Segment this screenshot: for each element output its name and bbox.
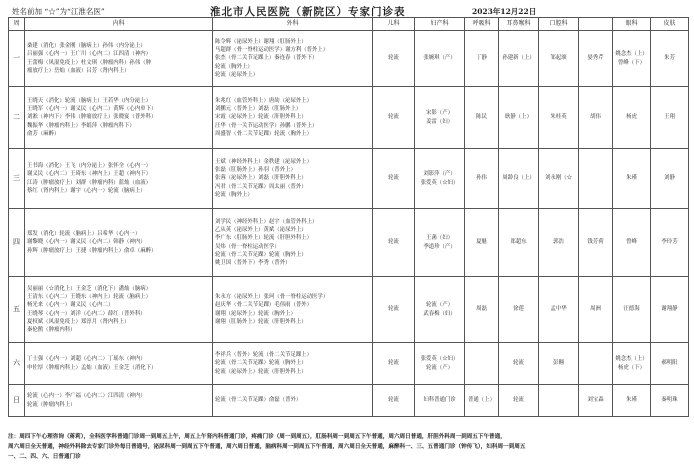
doctor-entry: 季道珍（产） bbox=[423, 243, 456, 250]
doctor-entry: 轮流 bbox=[388, 175, 399, 182]
doctor-entry: 曾峰（下） bbox=[618, 59, 645, 66]
doctor-entry: 轮流（胸外上） bbox=[215, 63, 253, 70]
doctor-entry: 轮流 bbox=[388, 239, 399, 246]
table-row bbox=[9, 87, 689, 149]
doctor-entry: 孙辉（肿瘤放疗上）王捷（肿瘤内科上）俞卓（麻醉） bbox=[27, 247, 157, 254]
table-row bbox=[9, 277, 689, 343]
doctor-entry: 刘学民（神经外科上）赵宇（血管外科上） bbox=[215, 219, 318, 226]
doctor-entry: 朱兆红（血管外科上）唐劼（泌尿外上） bbox=[215, 98, 313, 105]
surgery-cell bbox=[213, 277, 373, 343]
doctor-entry: 李祥兵（普外）轮流（骨二关节足踝上） bbox=[215, 352, 313, 359]
dermatology-cell bbox=[651, 343, 689, 385]
footer-line: 周六周日全天普通，神经外科除去专家门诊外每日普通号，泌尿科周一到周五下午普通，周六周日普通，脑病科周一到周五下午普通，周六周日全天普通，麻醉科一、三、五普通门诊（钟传飞），妇科周一到周五 bbox=[8, 444, 526, 450]
surgery-cell bbox=[213, 343, 373, 385]
schedule-date: 2023年12月22日 bbox=[472, 7, 537, 16]
doctor-entry: 孙建新（上） bbox=[502, 55, 535, 62]
table-row bbox=[9, 31, 689, 87]
doctor-entry: 武春梅（妇） bbox=[423, 310, 456, 317]
doctor-entry: 轮流（胸外上） bbox=[215, 191, 253, 198]
doctor-entry: 宋影（产） bbox=[426, 110, 453, 117]
dermatology-header: 皮肤 bbox=[651, 18, 689, 31]
internal-medicine-cell bbox=[25, 277, 213, 343]
doctor-entry: 陈令辉（泌尿外上）谢翔（肛肠外上） bbox=[215, 39, 307, 46]
doctor-entry: 王蕾梅（风湿免疫上）杜文琪（肿瘤内科）孙伟（肿 bbox=[27, 59, 151, 66]
doctor-entry: 桑建（消化）张金刚（脑病上）孙伟（内分泌上） bbox=[27, 43, 146, 50]
doctor-entry: 刘鹏元（普外上）刘磊（肛肠外上） bbox=[215, 106, 302, 113]
pediatrics-cell bbox=[373, 31, 415, 87]
doctor-entry: 耿静（上） bbox=[505, 114, 532, 121]
dental-cell bbox=[539, 87, 579, 149]
ophthalmology-cell-2 bbox=[613, 277, 651, 343]
doctor-entry: 赵庆华（骨二关节足踝）毛伟雨（普外） bbox=[215, 302, 313, 309]
pediatrics-header: 儿科 bbox=[373, 18, 415, 31]
doctor-entry: 丁士强（心内一）刘超（心内二）丁瑶东（神内） bbox=[27, 356, 146, 363]
doctor-entry: 轮流（产） bbox=[426, 364, 453, 371]
doctor-entry: 张磊（肛肠外上）孙羽（普外上） bbox=[215, 167, 296, 174]
doctor-entry: 汪华（骨一关节运动医学）孙鹏（普外上） bbox=[215, 122, 318, 129]
doctor-entry: 吕丽强（心内一）王广川（心内二）江四清（神内） bbox=[27, 51, 151, 58]
ophthalmology-cell-2 bbox=[613, 149, 651, 209]
pediatrics-cell bbox=[373, 149, 415, 209]
doctor-entry: 轮流（泌尿外上）轮流（肝胆外科上） bbox=[215, 368, 307, 375]
doctor-entry: 姚念杰（上） bbox=[615, 356, 648, 363]
day-column-header: 周 bbox=[9, 18, 25, 31]
doctor-entry: 李玲芳 bbox=[661, 239, 678, 246]
obgyn-cell bbox=[415, 343, 465, 385]
doctor-entry: 姚卫国（普外下）李秀（普外） bbox=[215, 259, 291, 266]
dental-cell bbox=[539, 149, 579, 209]
doctor-entry: 晏秀芹 bbox=[587, 55, 604, 62]
doctor-entry: 轮流（骨二关节足踝）俞磊（普外） bbox=[215, 397, 302, 404]
surgery-header: 外科 bbox=[213, 18, 373, 31]
doctor-entry: 郑超东 bbox=[510, 239, 527, 246]
doctor-entry: 王翔 bbox=[664, 114, 675, 121]
dermatology-cell bbox=[651, 277, 689, 343]
day-cell: 三 bbox=[9, 149, 25, 209]
ophthalmology-header-2: 眼科 bbox=[613, 18, 651, 31]
doctor-entry: 轮流 bbox=[388, 306, 399, 313]
respiratory-cell bbox=[465, 31, 499, 87]
internal-medicine-cell bbox=[25, 87, 213, 149]
doctor-entry: 谢翔静 bbox=[661, 306, 678, 313]
page-title: 淮北市人民医院（新院区）专家门诊表 bbox=[210, 6, 406, 18]
dermatology-cell bbox=[651, 31, 689, 87]
doctor-entry: 朱瑾 bbox=[626, 175, 637, 182]
footer-notes bbox=[8, 432, 686, 462]
respiratory-cell bbox=[465, 87, 499, 149]
surgery-cell bbox=[213, 209, 373, 277]
day-cell: 日 bbox=[9, 385, 25, 417]
ent-cell bbox=[499, 209, 539, 277]
doctor-entry: 刘宝森 bbox=[587, 397, 604, 404]
doctor-entry: 杨虎（下） bbox=[618, 364, 645, 371]
pediatrics-cell bbox=[373, 277, 415, 343]
schedule-body bbox=[9, 31, 689, 417]
ent-cell bbox=[499, 87, 539, 149]
surgery-cell bbox=[213, 149, 373, 209]
doctor-entry: 张婉琪（产） bbox=[423, 55, 456, 62]
doctor-entry: 王清东（心内二）王晓东（神内上）轮流（脑病上） bbox=[27, 294, 151, 301]
doctor-entry: 胡伟 bbox=[590, 114, 601, 121]
doctor-entry: 轮流（产） bbox=[426, 302, 453, 309]
doctor-entry: 乙从英（泌尿外上）黄斌（泌尿外上） bbox=[215, 227, 307, 234]
header-note: 姓名前加 “☆”为“江淮名医” bbox=[12, 7, 105, 16]
doctor-entry: 轮流（骨二关节足踝）轮流（胸外上） bbox=[215, 251, 307, 258]
doctor-entry: 王书海（消化）王飞（内分泌上）张怀全（心内一） bbox=[27, 163, 151, 170]
respiratory-cell bbox=[465, 209, 499, 277]
doctor-entry: 俞芳（麻醉） bbox=[27, 130, 60, 137]
doctor-entry: 刘淞（神内下）李伟（肿瘤放疗上）张晓宴（普外科） bbox=[27, 114, 157, 121]
doctor-entry: 李广东（肛肠外上）轮流（肝胆外科上） bbox=[215, 235, 313, 242]
doctor-entry: 朱瑾 bbox=[626, 397, 637, 404]
ent-cell bbox=[499, 31, 539, 87]
doctor-entry: 王菡（妇） bbox=[426, 235, 453, 242]
doctor-entry: 朱芳 bbox=[664, 55, 675, 62]
pediatrics-cell bbox=[373, 87, 415, 149]
table-row bbox=[9, 343, 689, 385]
day-cell: 六 bbox=[9, 343, 25, 385]
internal-medicine-cell bbox=[25, 343, 213, 385]
doctor-entry: 姜雷（妇） bbox=[426, 118, 453, 125]
obgyn-cell bbox=[415, 277, 465, 343]
dermatology-cell bbox=[651, 87, 689, 149]
ophthalmology-cell bbox=[579, 343, 613, 385]
doctor-entry: 轮流 bbox=[388, 55, 399, 62]
doctor-entry: 周磊 bbox=[476, 306, 487, 313]
doctor-entry: 刘影萍（产） bbox=[423, 171, 456, 178]
doctor-entry: 刘永刚（☆ bbox=[545, 175, 572, 182]
pediatrics-cell bbox=[373, 385, 415, 417]
internal-medicine-cell bbox=[25, 209, 213, 277]
doctor-entry: 夏权斌（风湿免疫上）郑淳月（肾内科上） bbox=[27, 318, 130, 325]
ent-cell bbox=[499, 149, 539, 209]
obgyn-cell bbox=[415, 209, 465, 277]
doctor-entry: 轮流（心内一）李广福（心内二）江四清（神内） bbox=[27, 393, 146, 400]
doctor-entry: 孟中华 bbox=[550, 306, 567, 313]
doctor-entry: 周盛智（骨二关节足踝）轮流（胸外上） bbox=[215, 130, 313, 137]
doctor-entry: 钱芳荷 bbox=[587, 239, 604, 246]
respiratory-cell bbox=[465, 277, 499, 343]
internal-medicine-cell bbox=[25, 31, 213, 87]
ophthalmology-cell bbox=[579, 385, 613, 417]
doctor-entry: 妇科普通门诊 bbox=[423, 397, 456, 404]
ophthalmology-cell-2 bbox=[613, 343, 651, 385]
dental-header: 口腔科 bbox=[539, 18, 579, 31]
doctor-entry: 秦明珠 bbox=[661, 397, 678, 404]
surgery-cell bbox=[213, 385, 373, 417]
table-row bbox=[9, 385, 689, 417]
doctor-entry: 朱永方（泌尿外上）张珂（骨一脊柱运动医学） bbox=[215, 294, 329, 301]
day-cell: 四 bbox=[9, 209, 25, 277]
obgyn-header: 妇产科 bbox=[415, 18, 465, 31]
pediatrics-cell bbox=[373, 343, 415, 385]
dental-cell bbox=[539, 277, 579, 343]
doctor-entry: 谢翔（泌尿外上）轮流（胸外上） bbox=[215, 310, 296, 317]
doctor-entry: 轮流（肿瘤内科上） bbox=[27, 401, 76, 408]
doctor-entry: 郭浩 bbox=[553, 239, 564, 246]
obgyn-cell bbox=[415, 385, 465, 417]
surgery-cell bbox=[213, 87, 373, 149]
ophthalmology-cell-2 bbox=[613, 385, 651, 417]
doctor-entry: 张蓉（泌尿外上）刘磊（肝胆外科上） bbox=[215, 175, 307, 182]
doctor-entry: 宋霞（泌尿外上）轮流（肝胆外科上） bbox=[215, 114, 307, 121]
doctor-entry: 谢翔（肛肠外上）轮流（肝胆外科上） bbox=[215, 318, 307, 325]
doctor-entry: 吴炜（骨一脊柱运动医学） bbox=[215, 243, 280, 250]
doctor-entry: 刘静 bbox=[664, 175, 675, 182]
doctor-entry: 张杰（骨二关节足踝上）秦连春（普外下） bbox=[215, 55, 318, 62]
doctor-entry: 徐莲 bbox=[513, 306, 524, 313]
internal-medicine-cell bbox=[25, 149, 213, 209]
doctor-entry: 王晓军（心内一）谢义民（心内二）黄辉（心内单下） bbox=[27, 106, 157, 113]
ent-cell bbox=[499, 277, 539, 343]
doctor-entry: 王斌（神经外科上）金秩建（泌尿外上） bbox=[215, 159, 313, 166]
doctor-entry: 张爱英（☆妇） bbox=[420, 356, 459, 363]
pediatrics-cell bbox=[373, 209, 415, 277]
doctor-entry: 杨光来（心内一）谢义民（心内二） bbox=[27, 302, 114, 309]
doctor-entry: 邹起颂 bbox=[550, 55, 567, 62]
doctor-entry: 陈民 bbox=[476, 114, 487, 121]
ent-cell bbox=[499, 343, 539, 385]
doctor-entry: 王晓天（消化）轮流（脑病上）王若华（内分泌上） bbox=[27, 98, 151, 105]
dermatology-cell bbox=[651, 209, 689, 277]
dental-cell bbox=[539, 31, 579, 87]
doctor-entry: 轮流（泌尿外上） bbox=[215, 71, 259, 78]
dental-cell bbox=[539, 343, 579, 385]
doctor-entry: 郑发（消化）轮流（脑病上）吕希华（心内一） bbox=[27, 231, 141, 238]
day-cell: 二 bbox=[9, 87, 25, 149]
header bbox=[0, 4, 694, 18]
dermatology-cell bbox=[651, 385, 689, 417]
doctor-entry: 吴丽丽（☆消化上）王金芝（消化下）潘灿（脑病） bbox=[27, 286, 151, 293]
ent-cell bbox=[499, 385, 539, 417]
doctor-entry: 杨虎 bbox=[626, 114, 637, 121]
doctor-entry: 丁静 bbox=[476, 55, 487, 62]
dental-cell bbox=[539, 385, 579, 417]
doctor-entry: 谢黎晓（心内一）谢义民（心内二）韩静（神内） bbox=[27, 239, 146, 246]
doctor-entry: 夏魁 bbox=[476, 239, 487, 246]
ophthalmology-cell bbox=[579, 277, 613, 343]
doctor-entry: 轮流（骨二关节足踝）轮流（胸外上） bbox=[215, 360, 307, 367]
doctor-entry: 汪德海 bbox=[623, 306, 640, 313]
obgyn-cell bbox=[415, 31, 465, 87]
dental-cell bbox=[539, 209, 579, 277]
footer-line: 注：周四下午心理咨询（蒋莉），全科医学科普通门诊周一到周五上午，周五上午肾内科普通门诊，疼痛门诊（周一到周五），肛肠科周一到周五下午普通，周六周日普通，肝胆外科周一到周五下午普通， bbox=[8, 434, 506, 440]
day-cell: 一 bbox=[9, 31, 25, 87]
ophthalmology-cell bbox=[579, 31, 613, 87]
doctor-entry: 秦伦鹊（肿瘤内科） bbox=[27, 326, 76, 333]
respiratory-cell bbox=[465, 385, 499, 417]
doctor-entry: 王晓琴（心内一）刘洋（心内二）薛红（普外科） bbox=[27, 310, 146, 317]
doctor-entry: 谢义民（心内二）王琦东（神内上）王超（神内下） bbox=[27, 171, 151, 178]
internal-medicine-cell bbox=[25, 385, 213, 417]
header-row bbox=[9, 18, 689, 31]
doctor-entry: 江涛（肿瘤放疗上）刘群（肿瘤内科）蓝灿（血液） bbox=[27, 179, 151, 186]
doctor-entry: 郝明阳 bbox=[661, 360, 678, 367]
doctor-entry: 轮流 bbox=[513, 397, 524, 404]
doctor-entry: 张爱英（☆妇） bbox=[420, 179, 459, 186]
obgyn-cell bbox=[415, 87, 465, 149]
schedule-table bbox=[8, 17, 689, 417]
doctor-entry: 周龄良（上） bbox=[502, 175, 535, 182]
internal-medicine-header: 内科 bbox=[25, 18, 213, 31]
doctor-entry: 申佐厚（肿瘤内科上）孟灿（血液）王金芝（消化下） bbox=[27, 364, 157, 371]
doctor-entry: 孙伟 bbox=[476, 175, 487, 182]
ophthalmology-cell bbox=[579, 149, 613, 209]
doctor-entry: 蔡红（肾内科上）谢宇（心内一）轮流（脑病上） bbox=[27, 187, 146, 194]
ophthalmology-cell bbox=[579, 87, 613, 149]
ophthalmology-cell-2 bbox=[613, 31, 651, 87]
doctor-entry: 彭翱 bbox=[553, 360, 564, 367]
doctor-entry: 瘤放疗上）岳灿（血液）吕芳（肾内科上） bbox=[27, 67, 130, 74]
doctor-entry: 曾峰 bbox=[626, 239, 637, 246]
respiratory-header: 呼吸科 bbox=[465, 18, 499, 31]
ophthalmology-cell-2 bbox=[613, 87, 651, 149]
table-row bbox=[9, 149, 689, 209]
ophthalmology-cell bbox=[579, 209, 613, 277]
ophthalmology-cell-2 bbox=[613, 209, 651, 277]
doctor-entry: 马超群（骨一脊柱运动医学）谢方利（普外上） bbox=[215, 47, 329, 54]
footer-line: 一、二、四、六、日普通门诊 bbox=[8, 454, 81, 460]
obgyn-cell bbox=[415, 149, 465, 209]
respiratory-cell bbox=[465, 343, 499, 385]
doctor-entry: 轮流 bbox=[388, 114, 399, 121]
doctor-entry: 冯君（骨二关节足踝）周太丽（普外） bbox=[215, 183, 307, 190]
doctor-entry: 周洲 bbox=[590, 306, 601, 313]
respiratory-cell bbox=[465, 149, 499, 209]
doctor-entry: 姚念杰（上） bbox=[615, 51, 648, 58]
ophthalmology-header bbox=[579, 18, 613, 31]
doctor-entry: 普通（上） bbox=[468, 397, 495, 404]
doctor-entry: 轮流 bbox=[388, 360, 399, 367]
table-row bbox=[9, 209, 689, 277]
ent-header: 耳鼻喉科 bbox=[499, 18, 539, 31]
doctor-entry: 轮流 bbox=[388, 397, 399, 404]
doctor-entry: 轮流 bbox=[513, 360, 524, 367]
day-cell: 五 bbox=[9, 277, 25, 343]
surgery-cell bbox=[213, 31, 373, 87]
doctor-entry: 朱桂英 bbox=[550, 114, 567, 121]
doctor-entry: 魏振华（肿瘤内科上）李娟萍（肿瘤内科下） bbox=[27, 122, 135, 129]
dermatology-cell bbox=[651, 149, 689, 209]
